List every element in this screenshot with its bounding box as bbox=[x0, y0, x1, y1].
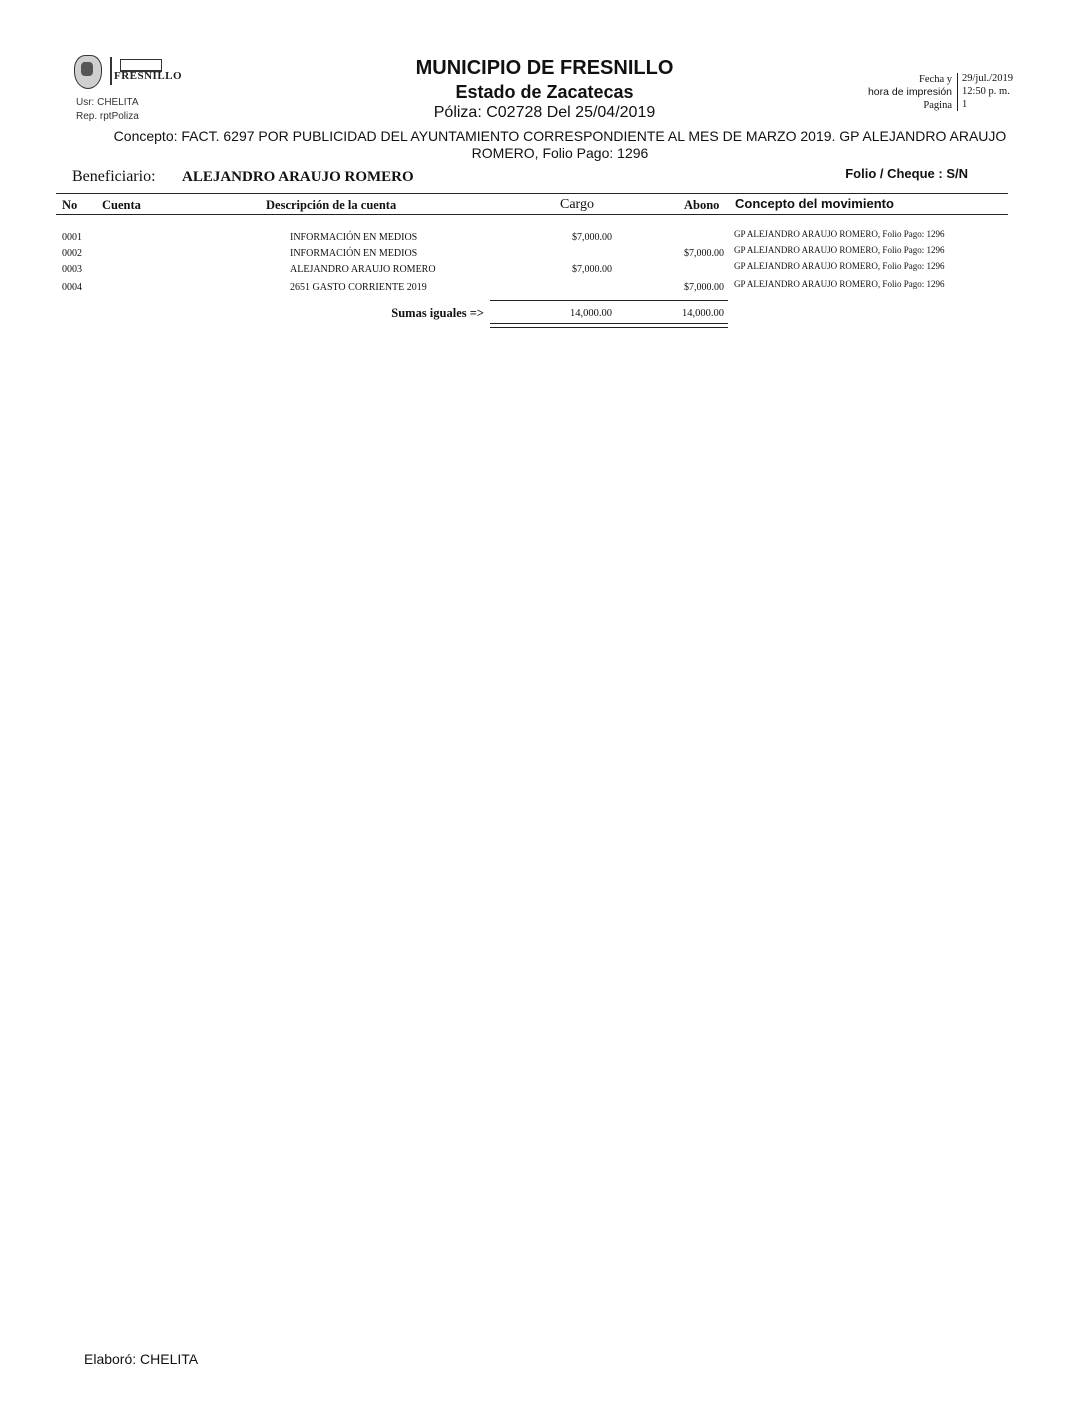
report-label: Rep. rptPoliza bbox=[76, 111, 139, 122]
logo-text: FRESNILLO bbox=[114, 70, 183, 82]
row-abono: $7,000.00 bbox=[684, 248, 724, 259]
print-date: 29/jul./2019 bbox=[962, 73, 1014, 84]
row-descripcion: INFORMACIÓN EN MEDIOS bbox=[290, 232, 418, 243]
beneficiario-label: Beneficiario: bbox=[72, 168, 156, 185]
print-values bbox=[962, 72, 1042, 111]
beneficiario-name: ALEJANDRO ARAUJO ROMERO bbox=[182, 169, 414, 185]
sum-abono: 14,000.00 bbox=[682, 308, 724, 319]
row-no: 0004 bbox=[62, 282, 82, 293]
sum-cargo: 14,000.00 bbox=[570, 308, 612, 319]
print-label-fecha: Fecha y bbox=[919, 74, 952, 85]
page-subtitle: Estado de Zacatecas bbox=[455, 82, 634, 102]
elaboro-label: Elaboró: CHELITA bbox=[84, 1351, 199, 1367]
print-time: 12:50 p. m. bbox=[962, 86, 1010, 97]
page-number: 1 bbox=[962, 99, 968, 110]
row-cargo: $7,000.00 bbox=[572, 232, 612, 243]
col-header-descripcion: Descripción de la cuenta bbox=[266, 198, 397, 212]
row-no: 0002 bbox=[62, 248, 82, 259]
table-row bbox=[0, 279, 1089, 298]
row-no: 0003 bbox=[62, 264, 82, 275]
row-concepto: GP ALEJANDRO ARAUJO ROMERO, Folio Pago: 1296 bbox=[734, 261, 945, 271]
row-concepto: GP ALEJANDRO ARAUJO ROMERO, Folio Pago: 1296 bbox=[734, 229, 945, 239]
row-concepto: GP ALEJANDRO ARAUJO ROMERO, Folio Pago: 1296 bbox=[734, 245, 945, 255]
page-title: MUNICIPIO DE FRESNILLO bbox=[415, 57, 674, 79]
col-header-no: No bbox=[62, 198, 78, 212]
print-label-pagina: Pagina bbox=[923, 100, 952, 111]
totals-top-rule bbox=[490, 300, 728, 301]
col-header-cuenta: Cuenta bbox=[102, 198, 141, 212]
col-header-abono: Abono bbox=[684, 198, 720, 212]
row-abono: $7,000.00 bbox=[684, 282, 724, 293]
concepto-text: Concepto: FACT. 6297 POR PUBLICIDAD DEL AYUNTAMIENTO CORRESPONDIENTE AL MES DE MARZO 2019. GP ALEJANDRO ARAUJO ROMERO, Folio Pago: 1296 bbox=[113, 128, 1007, 161]
table-row bbox=[0, 261, 1089, 280]
table-header-rule bbox=[56, 214, 1008, 215]
row-descripcion: INFORMACIÓN EN MEDIOS bbox=[290, 248, 418, 259]
row-no: 0001 bbox=[62, 232, 82, 243]
folio-cheque: Folio / Cheque : S/N bbox=[845, 166, 968, 181]
row-concepto: GP ALEJANDRO ARAUJO ROMERO, Folio Pago: 1296 bbox=[734, 279, 945, 289]
print-labels bbox=[846, 73, 952, 112]
totals-double-rule-2 bbox=[490, 327, 728, 328]
sumas-label: Sumas iguales => bbox=[391, 306, 484, 320]
row-cargo: $7,000.00 bbox=[572, 264, 612, 275]
table-top-rule bbox=[56, 193, 1008, 194]
col-header-cargo: Cargo bbox=[560, 197, 594, 212]
row-descripcion: 2651 GASTO CORRIENTE 2019 bbox=[290, 282, 427, 293]
totals-double-rule-1 bbox=[490, 323, 728, 324]
user-label: Usr: CHELITA bbox=[76, 97, 139, 108]
row-descripcion: ALEJANDRO ARAUJO ROMERO bbox=[290, 264, 436, 275]
col-header-concepto: Concepto del movimiento bbox=[735, 196, 894, 211]
print-label-hora: hora de impresión bbox=[867, 86, 952, 98]
print-separator bbox=[957, 73, 958, 111]
poliza-line: Póliza: C02728 Del 25/04/2019 bbox=[433, 104, 656, 121]
